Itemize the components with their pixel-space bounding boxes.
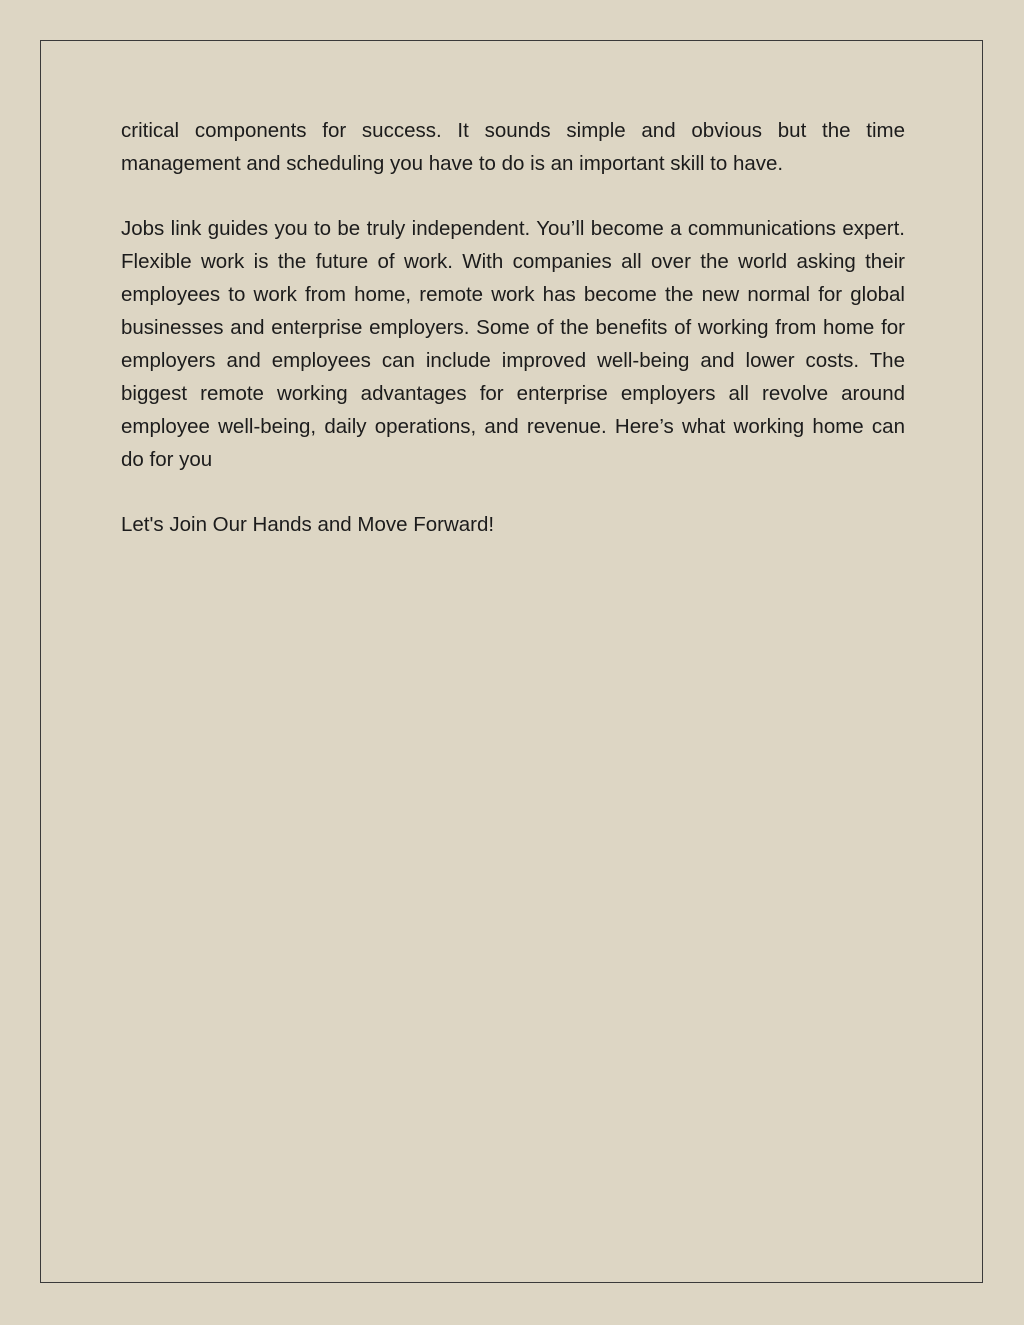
- paragraph-time-management: critical components for success. It sounds simple and obvious but the time management and scheduling you have to do is an important skill to have.: [121, 119, 905, 175]
- body-text: [121, 114, 905, 573]
- closing-line: Let's Join Our Hands and Move Forward!: [121, 513, 495, 536]
- paragraph-remote-work: Jobs link guides you to be truly independent. You’ll become a communications expert. Flexible work is the future of work. With companies all over the world asking their employees to work from home, remote work has become the new normal for global businesses and enterprise employers. Some of the benefits of working from home for employers and employees can include improved well-being and lower costs. The biggest remote working advantages for enterprise employers all revolve around employee well-being, daily operations, and revenue. Here’s what working home can do for you: [121, 217, 905, 471]
